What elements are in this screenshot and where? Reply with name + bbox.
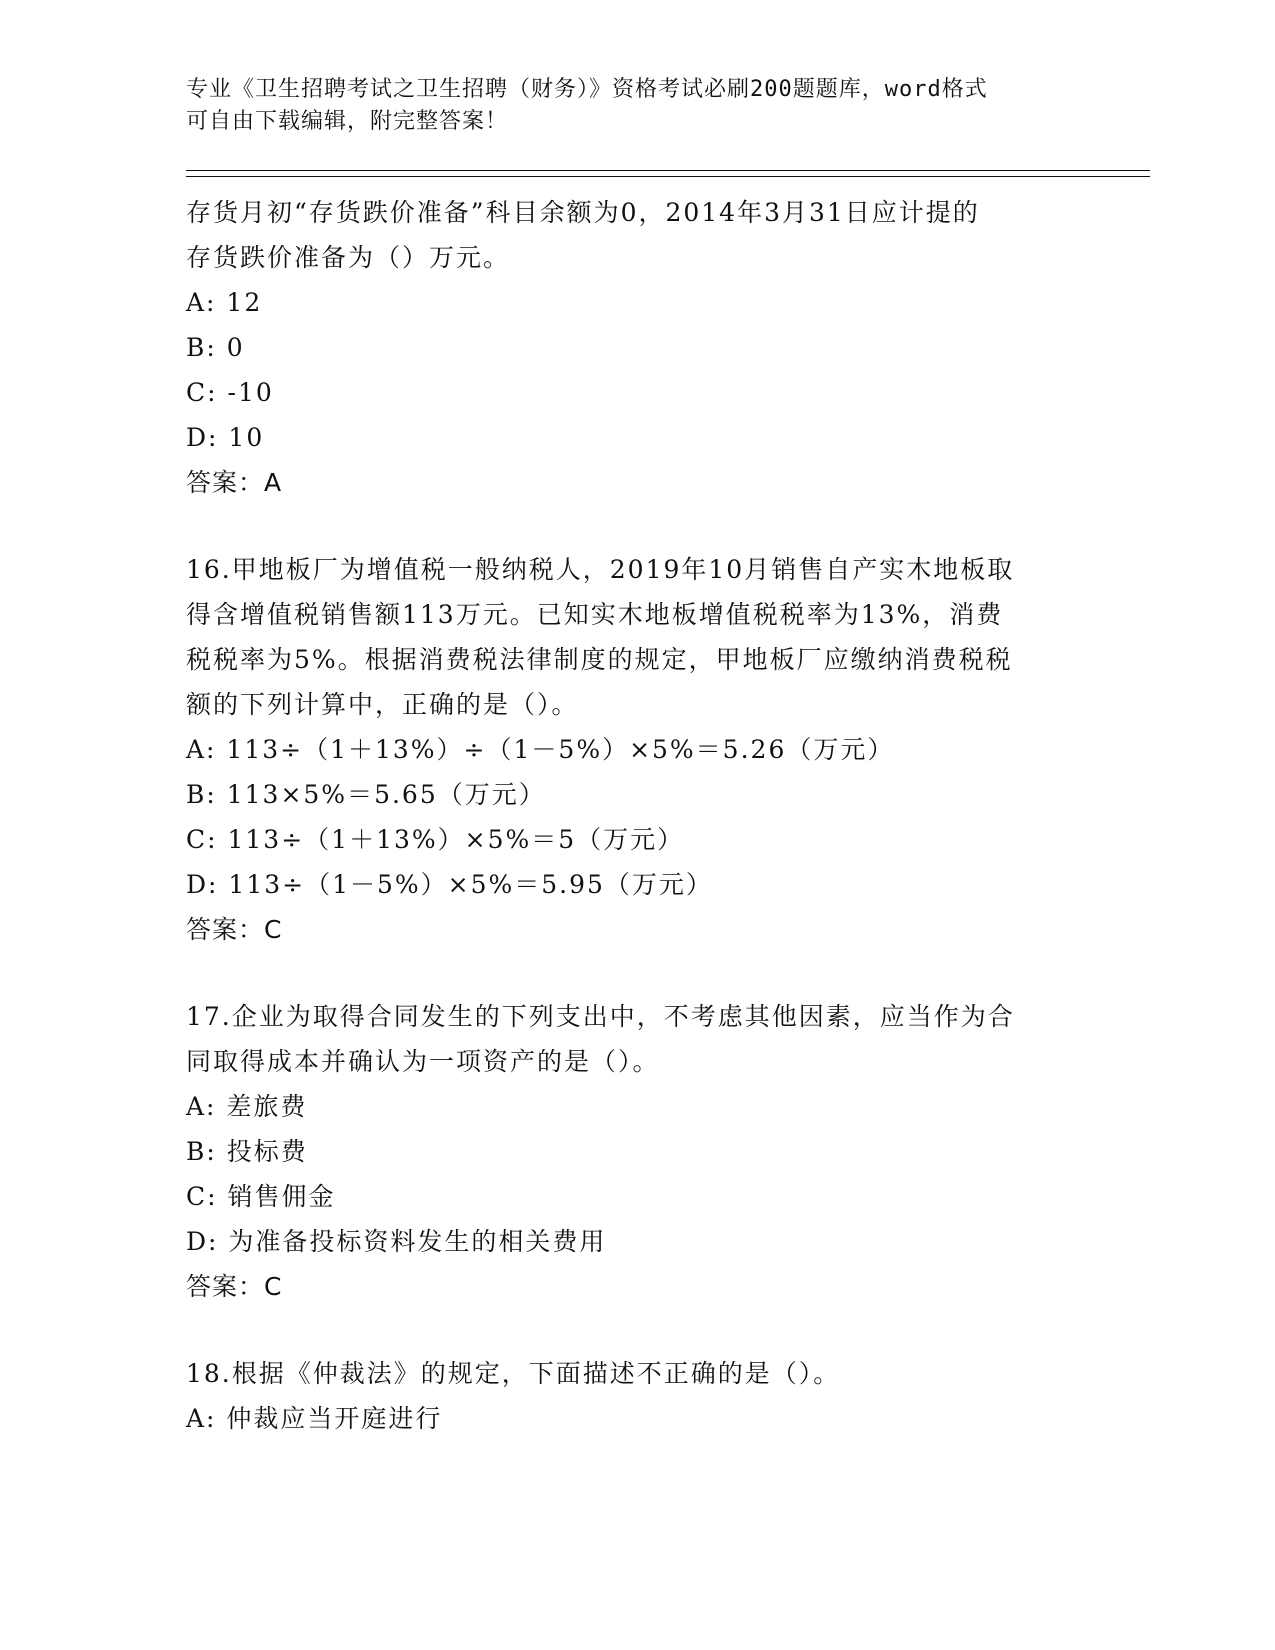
question-text-line: 存货月初“存货跌价准备”科目余额为0，2014年3月31日应计提的 <box>186 198 980 227</box>
question-text-line: 16.甲地板厂为增值税一般纳税人，2019年10月销售自产实木地板取 <box>186 555 1015 584</box>
option-a: A: 113÷（1＋13%）÷（1－5%）×5%＝5.26（万元） <box>186 735 895 764</box>
option-c: C: 113÷（1＋13%）×5%＝5（万元） <box>186 825 685 854</box>
header-rule-bottom <box>186 176 1150 177</box>
spacer <box>186 1309 1086 1351</box>
option-c: C: -10 <box>186 378 274 407</box>
option-b: B: 0 <box>186 333 245 362</box>
option-a: A: 12 <box>186 288 263 317</box>
option-d: D: 113÷（1－5%）×5%＝5.95（万元） <box>186 870 713 899</box>
answer-line: 答案：C <box>186 1272 283 1301</box>
spacer <box>186 952 1086 994</box>
document-header <box>186 74 1086 138</box>
question-16 <box>186 547 1086 952</box>
answer-line: 答案：A <box>186 468 283 497</box>
question-text-line: 18.根据《仲裁法》的规定，下面描述不正确的是（）。 <box>186 1359 841 1388</box>
option-b: B: 113×5%＝5.65（万元） <box>186 780 546 809</box>
question-17 <box>186 994 1086 1309</box>
question-text-line: 17.企业为取得合同发生的下列支出中，不考虑其他因素，应当作为合 <box>186 1002 1015 1031</box>
spacer <box>186 505 1086 547</box>
question-list <box>186 190 1086 1441</box>
question-text-line: 得含增值税销售额113万元。已知实木地板增值税税率为13%，消费 <box>186 600 1004 629</box>
option-d: D: 10 <box>186 423 265 452</box>
question-text-line: 同取得成本并确认为一项资产的是（）。 <box>186 1047 660 1076</box>
question-15 <box>186 190 1086 505</box>
header-line-2: 可自由下载编辑，附完整答案！ <box>186 109 509 134</box>
option-c: C: 销售佣金 <box>186 1182 336 1211</box>
question-text-line: 存货跌价准备为（）万元。 <box>186 243 511 272</box>
header-rule-top <box>186 170 1150 171</box>
option-d: D: 为准备投标资料发生的相关费用 <box>186 1227 607 1256</box>
option-b: B: 投标费 <box>186 1137 308 1166</box>
question-text-line: 税税率为5%。根据消费税法律制度的规定，甲地板厂应缴纳消费税税 <box>186 645 1013 674</box>
header-line-1: 专业《卫生招聘考试之卫生招聘（财务）》资格考试必刷200题题库，word格式 <box>186 77 988 102</box>
option-a: A: 差旅费 <box>186 1092 308 1121</box>
question-18 <box>186 1351 1086 1441</box>
answer-line: 答案：C <box>186 915 283 944</box>
question-text-line: 额的下列计算中，正确的是（）。 <box>186 690 579 719</box>
option-a: A: 仲裁应当开庭进行 <box>186 1404 443 1433</box>
